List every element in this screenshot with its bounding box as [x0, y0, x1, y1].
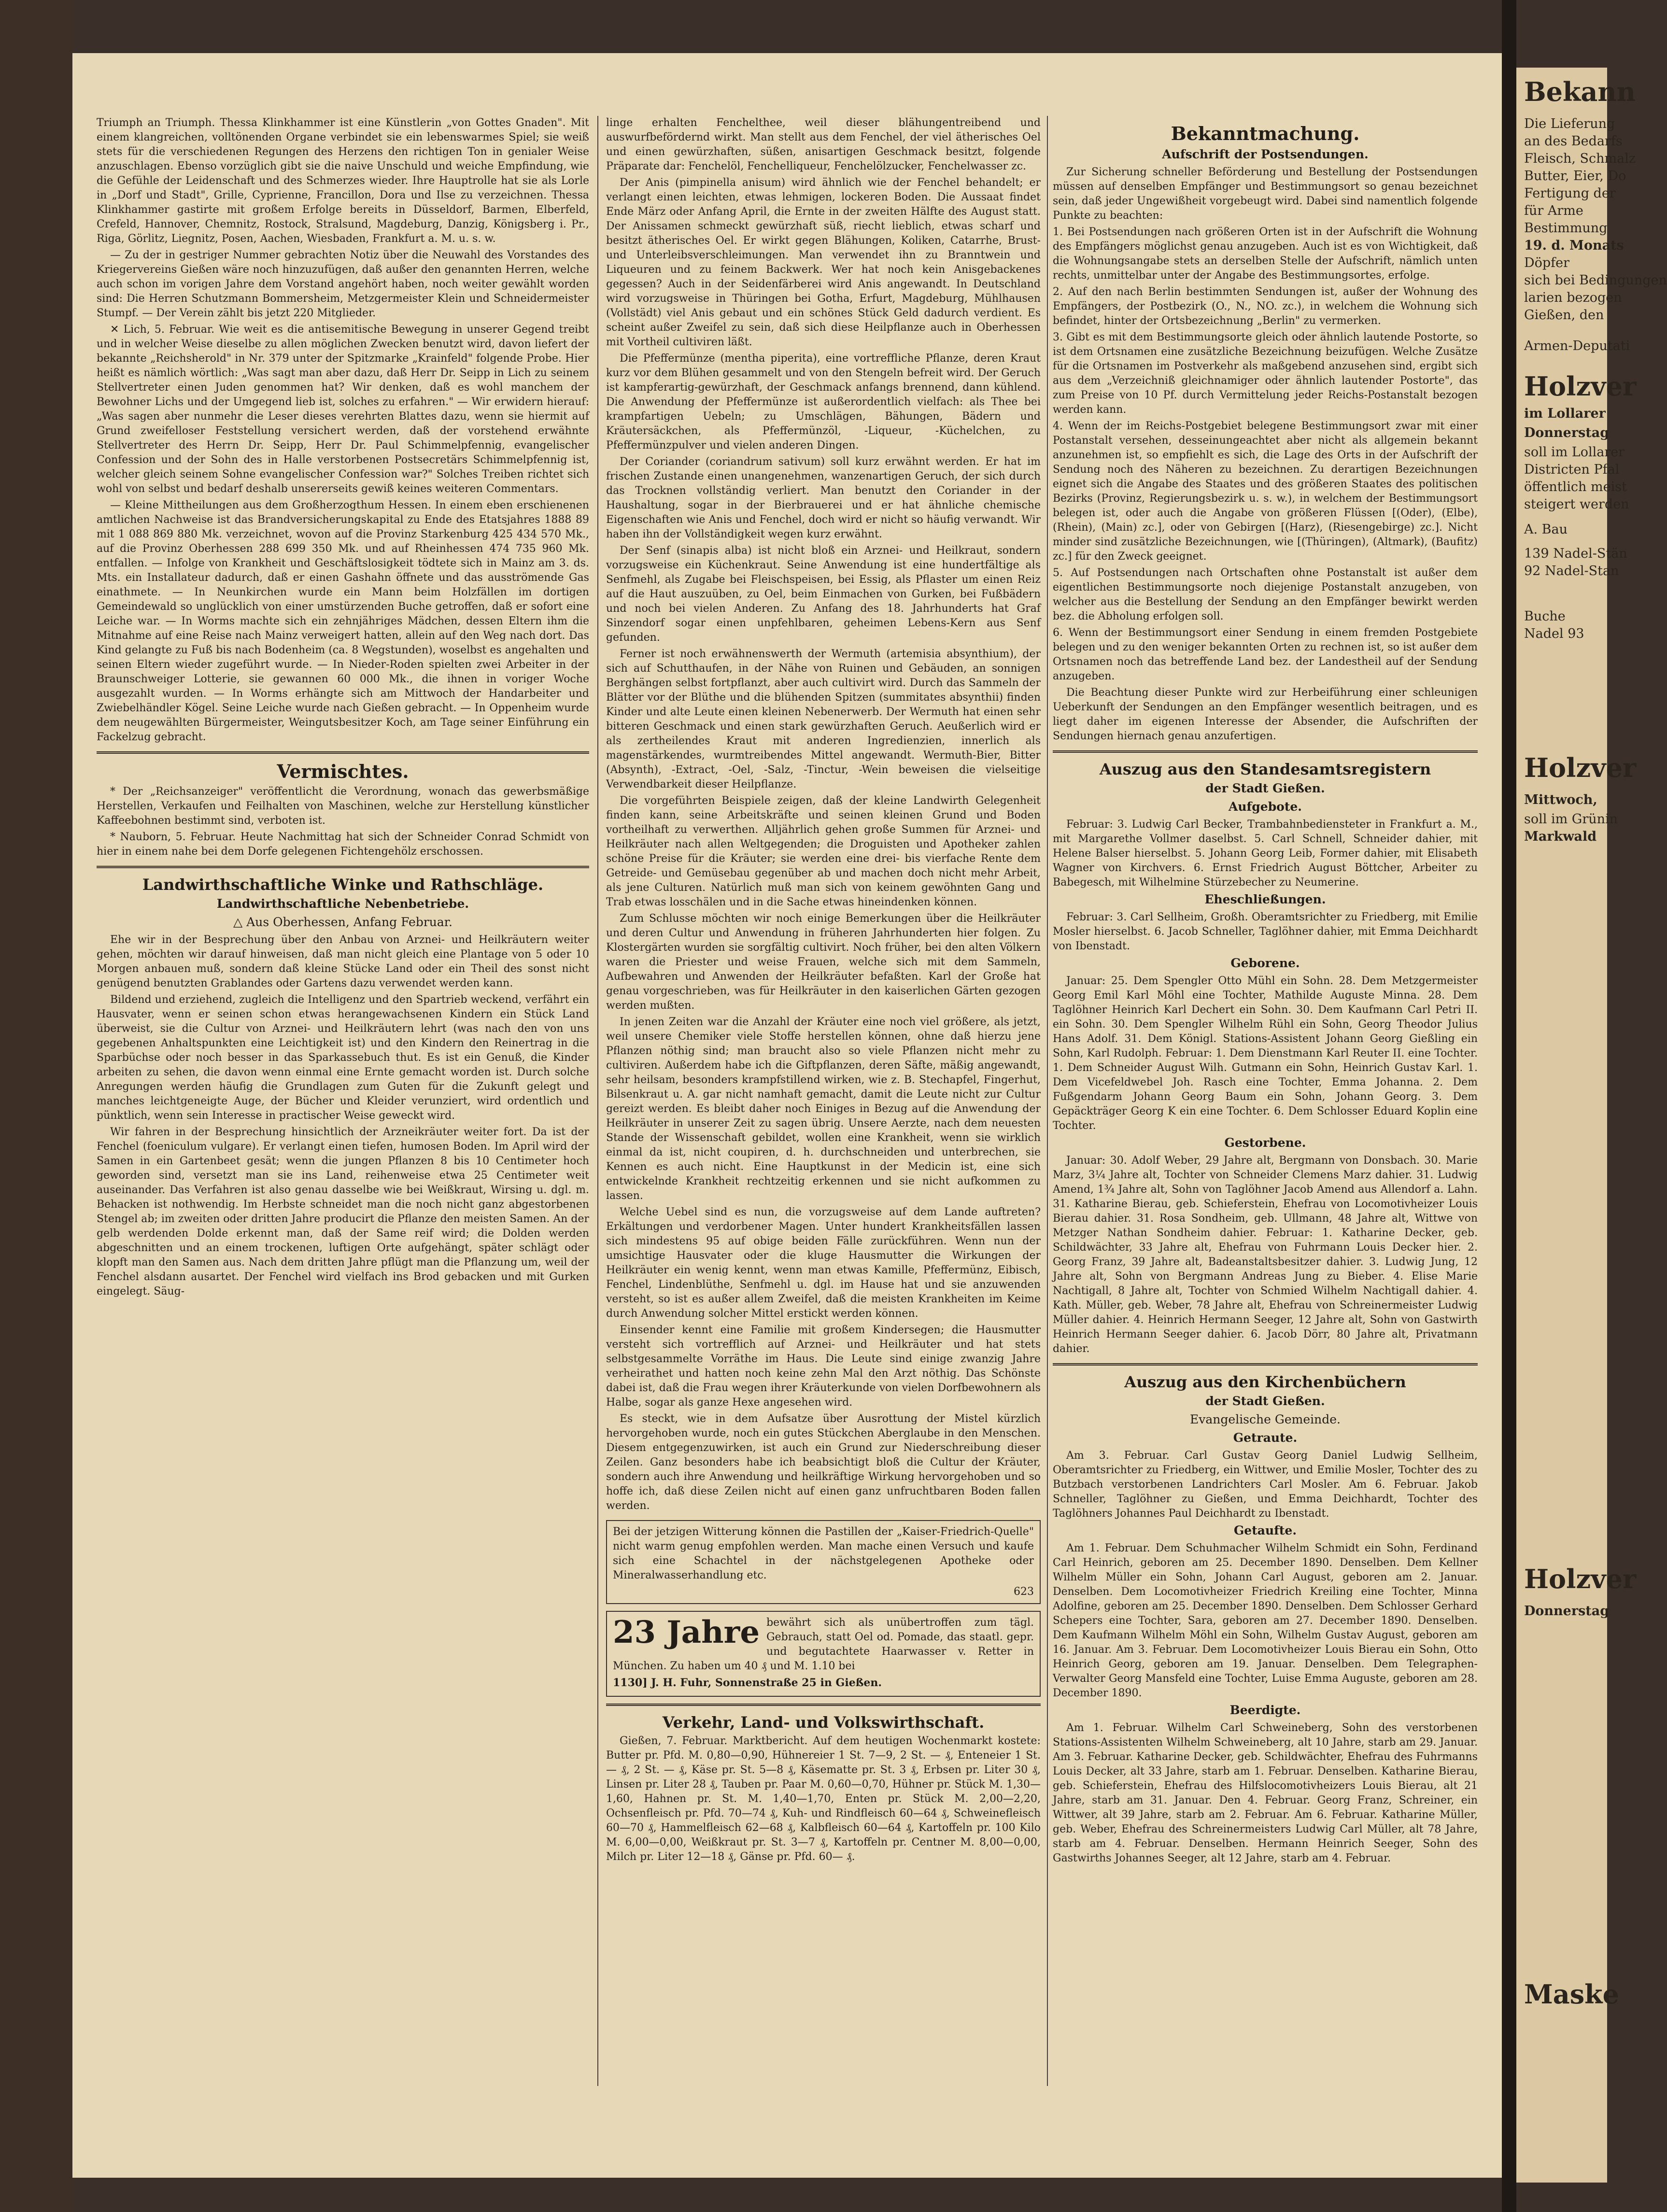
ad-headline: 23 Jahre [613, 1614, 760, 1650]
article-paragraph: Ferner ist noch erwähnenswerth der Wermuth (artemisia absynthium), der sich auf Schutthaufen, in der Nähe von Ruinen und Gebäuden, an sonnigen Berghängen selbst fortpflanzt, aber auch cultivirt wird. Durch das Sammeln der Blätter vor der Blüthe und die blühenden Spitzen (summitates absynthii) finden Kinder und alte Leute einen kleinen Nebenerwerb. Der Wermuth hat einen sehr bitteren Geschmack und einen stark gewürzhaften Geruch. Aeußerlich wird er als zertheilendes Kraut mit anderen Ingredienzien, innerlich als magenstärkendes, wurmtreibendes Mittel angewandt. Wermuth-Bier, Bitter (Absynth), -Extract, -Oel, -Salz, -Tinctur, -Wein beweisen die vielseitige Verwendbarkeit dieser Heilpflanze. [606, 648, 1041, 790]
article-paragraph: Triumph an Triumph. Thessa Klinkhammer ist eine Künstlerin „von Gottes Gnaden". Mit einem klangreichen, volltönenden Organe verbindet sie ein lebenswarmes Spiel; sie weiß stets für die verschiedenen Regungen des Herzens den richtigen Ton in genialer Weise anzuschlagen. Ebenso vorzüglich gibt sie die naive Unschuld und weiche Empfindung, wie die Gefühle der Leidenschaft und des Schmerzes wieder. Ihre Hauptrolle hat sie als Lorle in „Dorf und Stadt", Grille, Cyprienne, Francillon, Dora und Ilse zu verzeichnen. Thessa Klinkhammer gastirte mit großem Erfolge bereits in Düsseldorf, Barmen, Elberfeld, Crefeld, Hannover, Chemnitz, Rostock, Stralsund, Magdeburg, Danzig, Königsberg i. Pr., Riga, Görlitz, Liegnitz, Posen, Aachen, Wiesbaden, Frankfurt a. M. u. s. w. [97, 117, 589, 245]
section-subtitle: der Stadt Gießen. [1205, 781, 1325, 795]
notice-item: 5. Auf Postsendungen nach Ortschaften ohne Postanstalt ist außer dem eigentlichen Bestimmungsorte noch diejenige Postanstalt anzugeben, von welcher aus die Bestellung der Sendung an den Empfänger bewirkt werden bez. die Abholung erfolgen soll. [1053, 567, 1478, 622]
adjacent-text: Donnerstag [1524, 425, 1610, 440]
article-paragraph: Der Anis (pimpinella anisum) wird ähnlich wie der Fenchel behandelt; er verlangt einen leichten, etwas lehmigen, lockeren Boden. Die Aussaat findet Ende März oder Anfang April, die Ernte in der zweiten Hälfte des August statt. Der Anissamen schmeckt gewürzhaft süß, riecht lieblich, etwas scharf und besitzt ätherisches Oel. Er wirkt gegen Blähungen, Koliken, Catarrhe, Brust- und Unterleibsverschleimungen. Man verwendet ihn zu Branntwein und Liqueuren und zu feinem Backwerk. Wer hat noch kein Anisgebackenes gegessen? Auch in der Seidenfärberei wird Anis angewandt. In Deutschland wird vorzugsweise in Thüringen bei Gotha, Erfurt, Magdeburg, Mühlhausen (Vollstädt) viel Anis gebaut und ein schönes Stück Geld dadurch verdient. Es scheint außer Zweifel zu sein, daß sich diese Heilpflanze auch in Oberhessen mit Vortheil cultiviren läßt. [606, 177, 1041, 348]
adjacent-text: Fleisch, Schmalz [1524, 151, 1636, 166]
adjacent-text: Nadel 93 [1524, 626, 1584, 641]
notice-item: 6. Wenn der Bestimmungsort einer Sendung in einem fremden Postgebiete belegen und zu den weniger bekannten Orten zu rechnen ist, so ist außer dem Ortsnamen noch das betreffende Land bez. der Landestheil auf der Sendung anzugeben. [1053, 627, 1478, 682]
register-entries: Am 3. Februar. Carl Gustav Georg Daniel Ludwig Sellheim, Oberamtsrichter zu Friedberg, ein Wittwer, und Emilie Mosler, Tochter des zu Butzbach verstorbenen Landrichters Carl Mosler. Am 6. Februar. Jakob Schneller, Taglöhner zu Gießen, und Emma Deichhardt, Tochter des Taglöhners Johannes Paul Deichhardt zu Ibenstadt. [1053, 1450, 1478, 1520]
adjacent-text: larien bezogen [1524, 290, 1622, 305]
register-entries: Januar: 30. Adolf Weber, 29 Jahre alt, Bergmann von Donsbach. 30. Marie Marz, 3¼ Jahre alt, Tochter von Schneider Clemens Marz dahier. 31. Ludwig Amend, 1¾ Jahre alt, Sohn von Taglöhner Jacob Amend aus Allendorf a. Lahn. 31. Katharine Bierau, geb. Schieferstein, Ehefrau von Locomotivheizer Louis Bierau dahier. 31. Rosa Sondheim, geb. Ullmann, 48 Jahre alt, Wittwe von Metzger Nathan Sondheim dahier. Februar: 1. Katharine Decker, geb. Schildwächter, 33 Jahre alt, Ehefrau von Fuhrmann Louis Decker hier. 2. Georg Franz, 39 Jahre alt, Badeanstaltsbesitzer dahier. 3. Ludwig Jung, 12 Jahre alt, Sohn von Bergmann Andreas Jung zu Bieber. 4. Elise Marie Nachtigall, 8 Jahre alt, Tochter von Schmied Wilhelm Nachtigall dahier. 4. Kath. Müller, geb. Weber, 78 Jahre alt, Ehefrau von Schreinermeister Ludwig Müller dahier. 4. Heinrich Hermann Seeger, 12 Jahre alt, Sohn von Gastwirth Heinrich Hermann Seeger dahier. 6. Jacob Dörr, 80 Jahre alt, Privatmann dahier. [1053, 1155, 1478, 1355]
subsection-title: Eheschließungen. [1204, 892, 1326, 906]
adjacent-text: Holzver [1524, 371, 1637, 402]
article-paragraph: Einsender kennt eine Familie mit großem Kindersegen; die Hausmutter versteht sich vortrefflich auf Arznei- und Heilkräuter und hat stets selbstgesammelte Vorräthe im Haus. Die Leute sind einige zwanzig Jahre verheirathet und hatten noch keine zehn Mal den Arzt nöthig. Das Schönste dabei ist, daß die Frau wegen ihrer Kräuterkunde von vielen Dorfbewohnern als Halbe, sogar als ganze Hexe angesehen wird. [606, 1324, 1041, 1409]
adjacent-text: 19. d. Monats [1524, 238, 1624, 253]
section-divider [1053, 1363, 1478, 1366]
article-paragraph: linge erhalten Fenchelthee, weil dieser blähungentreibend und auswurfbefördernd wirkt. Man stellt aus dem Fenchel, der viel ätherisches Oel und einen gewürzhaften, süßen, anisartigen Geschmack besitzt, folgende Präparate dar: Fenchelöl, Fenchelliqueur, Fenchelölzucker, Fenchelwasser zc. [606, 117, 1041, 172]
register-entries: Februar: 3. Carl Sellheim, Großh. Oberamtsrichter zu Friedberg, mit Emilie Mosler hierselbst. 6. Jacob Schneller, Taglöhner dahier, mit Emma Deichhardt von Ibenstadt. [1053, 911, 1478, 952]
adjacent-text: 139 Nadel-Stän [1524, 546, 1627, 561]
register-entries: Am 1. Februar. Wilhelm Carl Schweineberg, Sohn des verstorbenen Stations-Assistenten Wilhelm Schweineberg, alt 10 Jahre, starb am 29. Januar. Am 3. Februar. Katharine Decker, geb. Schildwächter, Ehefrau des Fuhrmanns Louis Decker, alt 33 Jahre, starb am 1. Februar. Denselben. Katharine Bierau, geb. Schieferstein, Ehefrau des Hilfslocomotivheizers Louis Bierau, alt 21 Jahre, starb am 31. Januar. Den 4. Februar. Georg Franz, Schreiner, ein Wittwer, alt 39 Jahre, starb am 2. Februar. Am 6. Februar. Katharine Müller, geb. Weber, Ehefrau des Schreinermeisters Ludwig Carl Müller, alt 78 Jahre, starb am 4. Februar. Denselben. Hermann Heinrich Seeger, Sohn des Gastwirths Johannes Seeger, alt 12 Jahre, starb am 4. Februar. [1053, 1722, 1478, 1864]
adjacent-text: sich bei Bedingungen [1524, 273, 1667, 288]
adjacent-text: an des Bedarfs [1524, 134, 1623, 149]
subsection-title: Getraute. [1233, 1431, 1298, 1445]
adjacent-text: steigert werden [1524, 497, 1629, 512]
adjacent-text: soll im Grünin [1524, 812, 1618, 827]
register-entries: Februar: 3. Ludwig Carl Becker, Trambahnbediensteter in Frankfurt a. M., mit Margarethe Vollmer daselbst. 5. Carl Schnell, Schneider dahier, mit Helene Balser hierselbst. 5. Johann Georg Leib, Former dahier, mit Elisabeth Wagner von Kirchvers. 6. Ernst Friedrich August Böttcher, Arbeiter zu Babegesch, mit Wilhelmine Stürzebecher zu Neumerine. [1053, 818, 1478, 888]
notice-item: 2. Auf den nach Berlin bestimmten Sendungen ist, außer der Wohnung des Empfängers, der Postbezirk (O., N., NO. zc.), in welchem die Wohnung sich befindet, hinter der Ortsbezeichnung „Berlin" zu vermerken. [1053, 286, 1478, 327]
scan-background [0, 0, 72, 2212]
section-title-kirchenbuecher: Auszug aus den Kirchenbüchern [1124, 1373, 1406, 1391]
section-subtitle: der Stadt Gießen. [1205, 1394, 1325, 1408]
notice-item: 1. Bei Postsendungen nach größeren Orten ist in der Aufschrift die Wohnung des Empfängers möglichst genau anzugeben. Auch ist es von Wichtigkeit, daß die Wohnungsangabe stets an derselben Stelle der Aufschrift, nämlich unten rechts, unmittelbar unter der Angabe des Bestimmungsortes, erfolge. [1053, 226, 1478, 282]
register-entries: Am 1. Februar. Dem Schuhmacher Wilhelm Schmidt ein Sohn, Ferdinand Carl Heinrich, geboren am 25. December 1890. Denselben. Dem Kellner Wilhelm Müller ein Sohn, Johann Carl August, geboren am 2. Januar. Denselben. Dem Locomotivheizer Friedrich Kreiling eine Tochter, Minna Adolfine, geboren am 25. December 1890. Denselben. Dem Schlosser Gerhard Schepers eine Tochter, Sara, geboren am 27. December 1890. Denselben. Dem Kaufmann Wilhelm Möhl ein Sohn, Wilhelm Gustav August, geboren am 16. Januar. Am 3. Februar. Dem Locomotivheizer Louis Bierau ein Sohn, Otto Heinrich Georg, geboren am 19. Januar. Denselben. Dem Telegraphen-Verwalter Georg Mansfeld eine Tochter, Luise Emma Auguste, geboren am 28. December 1890. [1053, 1542, 1478, 1699]
section-title-standesamt: Auszug aus den Standesamtsregistern [1099, 760, 1431, 778]
adjacent-text: Die Lieferung [1524, 116, 1615, 131]
column-rule [1047, 116, 1048, 2086]
subsection-title: Geborene. [1230, 956, 1300, 970]
notice-item: 4. Wenn der im Reichs-Postgebiet belegene Bestimmungsort zwar mit einer Postanstalt versehen, desseinungeachtet aber nicht als allgemein bekannt anzunehmen ist, so empfiehlt es sich, die Lage des Orts in der Aufschrift der Sendung noch des Näheren zu bezeichnen. Zu derartigen Bezeichnungen eignet sich die Angabe des Staates und des größeren Staates des politischen Bezirks (Provinz, Regierungsbezirk u. s. w.), in welchem der Bestimmungsort belegen ist, oder auch die Angabe von größeren Flüssen [(Oder), (Elbe), (Rhein), (Main) zc.], oder von Gebirgen [(Harz), (Riesengebirge) zc.]. Nicht minder sind zusätzliche Bezeichnungen, wie [(Thüringen), (Altmark), (Baufitz) zc.] für den Zweck geeignet. [1053, 420, 1478, 563]
advertisement-haarwasser [606, 1611, 1041, 1697]
column-1 [97, 116, 589, 2086]
ad-code: 623 [1014, 1586, 1034, 1598]
adjacent-text: im Lollarer [1524, 406, 1606, 421]
article-paragraph: In jenen Zeiten war die Anzahl der Kräuter eine noch viel größere, als jetzt, weil unsere Chemiker viele Stoffe herstellen können, ohne daß hierzu jene Pflanzen nöthig sind; man braucht also so viele Pflanzen nicht mehr zu cultiviren. Außerdem habe ich die Giftpflanzen, deren Säfte, mäßig angewandt, sehr heilsam, besonders krampfstillend wirken, wie z. B. Stechapfel, Fingerhut, Bilsenkraut u. A. gar nicht namhaft gemacht, damit die Leute nicht zur Cultur gereizt werden. Es bleibt daher noch Einiges in Bezug auf die Anwendung der Heilkräuter in unserer Zeit zu sagen übrig. Unsere Aerzte, nach dem neuesten Stande der Wissenschaft gebildet, wollen eine Krankheit, wenn sie wirklich einmal da ist, nicht coupiren, d. h. durchschneiden und unterbrechen, sie Kennen es auch nicht. Eine Hauptkunst in der Medicin ist, eine sich entwickelnde Krankheit rechtzeitig erkennen und sie nicht aufkommen zu lassen. [606, 1016, 1041, 1202]
section-title-verkehr: Verkehr, Land- und Volkswirthschaft. [662, 1713, 985, 1732]
adjacent-text: Markwald [1524, 829, 1597, 844]
notice-item: 3. Gibt es mit dem Bestimmungsorte gleich oder ähnlich lautende Postorte, so ist dem Ortsnamen eine zusätzliche Bezeichnung beizufügen. Welche Zusätze für die Ortsnamen im Postverkehr als maßgebend anzusehen sind, ergibt sich aus dem „Verzeichniß gleichnamiger oder ähnlich lautender Postorte", das zum Preise von 10 Pf. durch Vermittelung jeder Reichs-Postanstalt bezogen werden kann. [1053, 331, 1478, 416]
adjacent-text: öffentlich meist [1524, 479, 1627, 494]
notice-outro: Die Beachtung dieser Punkte wird zur Herbeiführung einer schleunigen Ueberkunft der Sendungen an den Empfänger wesentlich beitragen, und es liegt daher im eigenen Interesse der Absender, die Aufschriften der Sendungen hiernach genau anzufertigen. [1053, 687, 1478, 742]
adjacent-text: soll im Lollarer [1524, 445, 1625, 460]
article-paragraph: Die Pfeffermünze (mentha piperita), eine vortreffliche Pflanze, deren Kraut kurz vor dem Blühen gesammelt und von den Stengeln befreit wird. Der Geruch ist kampferartig-gewürzhaft, der Geschmack anfangs brennend, dann kühlend. Die Anwendung der Pfeffermünze ist außerordentlich vielfach: als Thee bei krampfartigen Uebeln; zu Umschlägen, Bähungen, Bädern und Kräutersäckchen, als Pfeffermünzöl, -Liqueur, -Küchelchen, zu Pfeffermünzpulver und vielen anderen Dingen. [606, 352, 1041, 451]
article-paragraph: Ehe wir in der Besprechung über den Anbau von Arznei- und Heilkräutern weiter gehen, möchten wir darauf hinweisen, daß man nicht gleich eine Plantage von 5 oder 10 Morgen anbauen muß, sondern daß kleine Stücke Land oder ein Theil des sonst nicht genügend benutzten Grablandes oder Gartens dazu verwendet werden kann. [97, 934, 589, 989]
ad-text: bewährt sich als unübertroffen zum tägl. Gebrauch, statt Oel od. Pomade, das staatl. gepr. und begutachtete Haarwasser v. Retter in München. Zu haben um 40 ₰ und M. 1.10 bei [613, 1617, 1034, 1672]
ad-seller: 1130] J. H. Fuhr, Sonnenstraße 25 in Gießen. [613, 1677, 882, 1689]
market-report: Gießen, 7. Februar. Marktbericht. Auf dem heutigen Wochenmarkt kostete: Butter pr. Pfd. M. 0,80—0,90, Hühnereier 1 St. 7—9, 2 St. — ₰, Enteneier 1 St. — ₰, 2 St. — ₰, Käse pr. St. 5—8 ₰, Käsematte pr. St. 3 ₰, Erbsen pr. Liter 30 ₰, Linsen pr. Liter 28 ₰, Tauben pr. Paar M. 0,60—0,70, Hühner pr. Stück M. 1,30—1,60, Hahnen pr. St. M. 1,40—1,70, Enten pr. Stück M. 2,00—2,20, Ochsenfleisch pr. Pfd. 70—74 ₰, Kuh- und Rindfleisch 60—64 ₰, Schweinefleisch 60—70 ₰, Hammelfleisch 62—68 ₰, Kalbfleisch 60—64 ₰, Kartoffeln pr. 100 Kilo M. 6,00—0,00, Weißkraut pr. St. 3—7 ₰, Kartoffeln pr. Centner M. 8,00—0,00, Milch pr. Liter 12—18 ₰, Gänse pr. Pfd. 60— ₰. [606, 1735, 1041, 1863]
article-paragraph: — Zu der in gestriger Nummer gebrachten Notiz über die Neuwahl des Vorstandes des Kriegervereins Gießen wäre noch hinzuzufügen, daß außer den genannten Herren, welche auch schon im vorigen Jahre dem Vorstand angehört haben, noch weiter gewählt worden sind: Die Herren Schutzmann Bommersheim, Metzgermeister Klein und Schneidermeister Stumpf. — Der Verein zählt bis jetzt 220 Mitglieder. [97, 249, 589, 319]
adjacent-text: Holzver [1524, 752, 1637, 783]
article-paragraph: * Der „Reichsanzeiger" veröffentlicht die Verordnung, wonach das gewerbsmäßige Herstellen, Verkaufen und Feilhalten von Maschinen, welche zur Herstellung künstlicher Kaffeebohnen bestimmt sind, verboten ist. [97, 786, 589, 827]
article-paragraph: Bildend und erziehend, zugleich die Intelligenz und den Spartrieb weckend, verfährt ein Hausvater, wenn er seinen schon etwas herangewachsenen Kindern ein Stück Land überweist, sie die Cultur von Arznei- und Heilkräutern lehrt (was nach den von uns gegebenen Anhaltspunkten eine Leichtigkeit ist) und den Kindern den Reinertrag in die Sparbüchse oder noch besser in das Sparkassebuch thut. Es ist ein Genuß, die Kinder arbeiten zu sehen, die davon wenn einmal eine Ernte gemacht worden ist. Durch solche Anregungen werden häufig die Grundlagen zum Guten für die Zukunft gelegt und manches leichtgeneigte Auge, der Bücher und Kleider verunziert, wird ordentlich und pünktlich, wenn sein Interesse in practischer Weise geweckt wird. [97, 994, 589, 1122]
adjacent-text: Döpfer [1524, 255, 1570, 270]
adjacent-text: Donnerstag [1524, 1604, 1610, 1619]
section-divider [606, 1704, 1041, 1706]
section-divider [97, 751, 589, 754]
subsection-title: Beerdigte. [1229, 1703, 1301, 1717]
adjacent-text: Bestimmung [1524, 221, 1608, 236]
article-paragraph: ✕ Lich, 5. Februar. Wie weit es die antisemitische Bewegung in unserer Gegend treibt und in welcher Weise dieselbe zu allen möglichen Zwecken benutzt wird, davon liefert der bekannte „Reichsherold" in Nr. 379 unter der Spitzmarke „Krainfeld" folgende Probe. Hier heißt es nämlich wörtlich: „Was sagt man aber dazu, daß Herr Dr. Seipp in Lich zu seinem Stellvertreter einen Juden genommen hat? Wir denken, daß es wohl manchem der Bewohner Lichs und der Umgegend lieb ist, solches zu erfahren." — Wir erwidern hierauf: „Was sagen aber nunmehr die Leser dieses verehrten Blattes dazu, wenn sie hiermit auf Grund zweifelloser Feststellung versichert werden, daß der vorstehend erwähnte Stellvertreter des Herrn Dr. Seipp, Herr Dr. Paul Schimmelpfennig, evangelischer Confession und der Sohn des in Halle verstorbenen Postsecretärs Schimmelpfennig ist, welcher gleich seinem Sohne evangelischer Confession war?" Solches Treiben richtet sich wohl von selbst und bedarf deshalb unsererseits gewiß keines weiteren Commentars. [97, 324, 589, 495]
adjacent-text: Buche [1524, 609, 1566, 624]
ad-text: Bei der jetzigen Witterung können die Pastillen der „Kaiser-Friedrich-Quelle" nicht warm genug empfohlen werden. Man mache einen Versuch und kaufe sich eine Schachtel in der nächstgelegenen Apotheke oder Mineralwasserhandlung etc. [613, 1526, 1034, 1581]
article-paragraph: Die vorgeführten Beispiele zeigen, daß der kleine Landwirth Gelegenheit finden kann, seine Arbeitskräfte und seinen kleinen Grund und Boden vortheilhaft zu verwerthen. Alljährlich gehen große Summen für Arznei- und Heilkräuter nach allen Weltgegenden; die Droguisten und Apotheker zahlen schöne Preise für die Kräuter; sie werden eine drei- bis vierfache Rente dem Getreide- und Gemüsebau gegenüber ab und machen doch nicht mehr Arbeit, als jene Culturen. Natürlich muß man sich von keinem gewöhnten Gang und Trab etwas losschälen und in die Sache etwas hineindenken können. [606, 795, 1041, 908]
section-subtitle: Aufschrift der Postsendungen. [1162, 147, 1369, 161]
subsection-title: Getaufte. [1233, 1523, 1297, 1537]
article-paragraph: Der Senf (sinapis alba) ist nicht bloß ein Arznei- und Heilkraut, sondern vorzugsweise ein Küchenkraut. Seine Anwendung ist eine hundertfältige als Senfmehl, als Zugabe bei Fleischspeisen, bei Essig, als Pflaster um einen Reiz auf die Haut auszuüben, zu Oel, beim Einmachen von Gurken, bei Fußbädern und noch bei vielen Anderen. Zu Anfang des 18. Jahrhunderts hat Graf Sinzendorf sogar einen unpfehlbaren, geheimen Lebens-Kern aus Senf gefunden. [606, 545, 1041, 644]
section-divider [97, 866, 589, 868]
book-binding [1502, 0, 1516, 2212]
adjacent-text: Holzver [1524, 1564, 1637, 1594]
adjacent-text: Gießen, den [1524, 308, 1604, 323]
adjacent-text: Mittwoch, [1524, 792, 1597, 807]
adjacent-text: für Arme [1524, 203, 1583, 218]
article-paragraph: Der Coriander (coriandrum sativum) soll kurz erwähnt werden. Er hat im frischen Zustande einen unangenehmen, wanzenartigen Geruch, der sich durch das Trocknen vollständig verliert. Man benutzt den Coriander in der Haushaltung, sogar in der Bierbrauerei und er hat ähnliche chemische Eigenschaften wie Anis und Fenchel, doch wird er nicht so häufig verwandt. Wir haben ihn der Vollständigkeit wegen kurz erwähnt. [606, 456, 1041, 540]
subsection-title: Aufgebote. [1228, 800, 1302, 814]
adjacent-text: 92 Nadel-Stan [1524, 564, 1619, 578]
section-subtitle: Landwirthschaftliche Nebenbetriebe. [216, 897, 469, 911]
adjacent-text: Districten Pfal [1524, 462, 1620, 477]
article-paragraph: — Kleine Mittheilungen aus dem Großherzogthum Hessen. In einem eben erschienenen amtlichen Nachweise ist das Brandversicherungskapital zu Ende des Etatsjahres 1888 89 mit 1 088 869 880 Mk. verzeichnet, wovon auf die Provinz Starkenburg 425 434 570 Mk., auf die Provinz Oberhessen 288 699 350 Mk. und auf Rheinhessen 474 735 960 Mk. entfallen. — Infolge von Krankheit und Geschäftslosigkeit tödtete sich in Mainz am 3. ds. Mts. ein Installateur dadurch, daß er einen Gashahn öffnete und das ausströmende Gas einathmete. — In Neunkirchen wurde ein Mann beim Holzfällen im dortigen Gemeindewald so unglücklich von einer umstürzenden Buche getroffen, daß er sofort eine Leiche war. — In Worms machte sich ein zehnjähriges Mädchen, dessen Eltern ihm die Mitnahme auf eine Reise nach Mainz verweigert hatten, allein auf den Weg nach dort. Das Kind gelangte zu Fuß bis nach Bodenheim (ca. 8 Wegstunden), woselbst es angehalten und seinen Eltern wieder zugeführt wurde. — In Nieder-Roden spielten zwei Arbeiter in der Braunschweiger Lotterie, sie gewannen 60 000 Mk., die ihnen in voriger Woche ausgezahlt wurden. — In Worms erhängte sich am Mittwoch der Handarbeiter und Zwiebelhändler Kögel. Seine Leiche wurde nach Gießen gebracht. — In Oppenheim wurde dem neugewählten Bürgermeister, Weingutsbesitzer Koch, am Tage seiner Einführung ein Fackelzug gebracht. [97, 499, 589, 743]
advertisement-pastillen [606, 1520, 1041, 1604]
dateline: △ Aus Oberhessen, Anfang Februar. [233, 915, 452, 929]
article-paragraph: Zum Schlusse möchten wir noch einige Bemerkungen über die Heilkräuter und deren Cultur und Anwendung in früheren Jahrhunderten hier folgen. Zu Klostergärten wurden sie sorgfältig cultivirt. Noch früher, bei den alten Völkern waren die Priester und weise Frauen, welche sich mit dem Sammeln, Aufbewahren und Anwenden der Heilkräuter befaßten. Karl der Große hat genau vorgeschrieben, was für Heilkräuter in den kaiserlichen Gärten gezogen werden mußten. [606, 913, 1041, 1012]
column-2 [606, 116, 1041, 2086]
section-title-vermischtes: Vermischtes. [277, 761, 409, 782]
adjacent-text: Maske [1524, 1979, 1619, 2010]
subsection-title: Gestorbene. [1224, 1136, 1306, 1150]
adjacent-text: A. Bau [1524, 522, 1568, 537]
adjacent-text: Armen-Deputati [1524, 338, 1630, 353]
adjacent-page [1516, 68, 1667, 2183]
section-title-landwirthschaft: Landwirthschaftliche Winke und Rathschläge. [142, 875, 544, 894]
article-paragraph: * Nauborn, 5. Februar. Heute Nachmittag hat sich der Schneider Conrad Schmidt von hier in einem nahe bei dem Dorfe gelegenen Fichtengehölz erschossen. [97, 831, 589, 858]
section-divider [1053, 750, 1478, 753]
adjacent-text: Bekann [1524, 76, 1636, 107]
article-paragraph: Es steckt, wie in dem Aufsatze über Ausrottung der Mistel kürzlich hervorgehoben wurde, noch ein gutes Stückchen Aberglaube in den Menschen. Diesem entgegenzuwirken, ist auch ein Grund zur Niederschreibung dieser Zeilen. Ganz besonders habe ich beabsichtigt bloß die Cultur der Kräuter, sondern auch ihre Anwendung und heilkräftige Wirkung hervorgehoben und so hoffe ich, daß diese Zeilen nicht auf einen ganz unfruchtbaren Boden fallen werden. [606, 1413, 1041, 1512]
article-paragraph: Welche Uebel sind es nun, die vorzugsweise auf dem Lande auftreten? Erkältungen und verdorbener Magen. Unter hundert Krankheitsfällen lassen sich mindestens 95 auf obige beiden Fälle zurückführen. Wenn nun der umsichtige Hausvater oder die kluge Hausmutter die Wirkungen der Heilkräuter ein wenig kennt, wenn man etwas Kamille, Pfeffermünz, Eibisch, Fenchel, Lindenblüthe, Senfmehl u. dgl. im Hause hat und sie anzuwenden versteht, so ist es außer allem Zweifel, daß die meisten Krankheiten im Keime durch Anwendung solcher Mittel erstickt werden können. [606, 1206, 1041, 1320]
register-entries: Januar: 25. Dem Spengler Otto Mühl ein Sohn. 28. Dem Metzgermeister Georg Emil Karl Möhl eine Tochter, Mathilde Auguste Minna. 28. Dem Taglöhner Heinrich Karl Dechert ein Sohn. 30. Dem Kaufmann Carl Petri II. ein Sohn. 30. Dem Spengler Wilhelm Rühl ein Sohn, Georg Theodor Julius Hans Adolf. 31. Dem Königl. Stations-Assistent Johann Georg Gießling ein Sohn, Karl Rudolph. Februar: 1. Dem Dienstmann Karl Reuter II. eine Tochter. 1. Dem Schneider August Wilh. Gutmann ein Sohn, Heinrich Gustav Karl. 1. Dem Vicefeldwebel Joh. Rasch eine Tochter, Emma Johanna. 2. Dem Fußgendarm Johann Georg Baum ein Sohn, Johann Georg. 3. Dem Gepäckträger Georg K ein eine Tochter. 6. Dem Schlosser Eduard Koplin eine Tochter. [1053, 975, 1478, 1132]
article-paragraph: Wir fahren in der Besprechung hinsichtlich der Arzneikräuter weiter fort. Da ist der Fenchel (foeniculum vulgare). Er verlangt einen tiefen, humosen Boden. Im April wird der Samen in ein Gartenbeet gesät; wenn die jungen Pflanzen 8 bis 10 Centimeter hoch geworden sind, versetzt man sie ins Land, reihenweise etwa 25 Centimeter weit auseinander. Das Verfahren ist also genau dasselbe wie bei Weißkraut, Wirsing u. dgl. m. Behacken ist nothwendig. Im Herbste schneidet man die noch nicht ganz abgestorbenen Stengel ab; im zweiten oder dritten Jahre producirt die Pflanze den meisten Samen. An der gelb werdenden Dolde erkennt man, daß der Same reif wird; die Dolden werden abgeschnitten und an einem trockenen, luftigen Orte aufgehängt, später schlägt oder klopft man den Samen aus. Nach dem dritten Jahre pflügt man die Pflanzung um, weil der Fenchel alsdann ausartet. Der Fenchel wird vielfach ins Brod gebacken und mit Gurken eingelegt. Säug- [97, 1126, 589, 1297]
column-3 [1053, 116, 1478, 2086]
congregation-label: Evangelische Gemeinde. [1190, 1412, 1341, 1426]
adjacent-text: Butter, Eier, Do [1524, 169, 1626, 183]
adjacent-text: Fertigung der [1524, 186, 1616, 201]
section-title-bekanntmachung: Bekanntmachung. [1171, 123, 1360, 144]
column-rule [597, 116, 598, 2086]
notice-intro: Zur Sicherung schneller Beförderung und Bestellung der Postsendungen müssen auf denselben Empfänger und Bestimmungsort so genau bezeichnet sein, daß jeder Ungewißheit vorgebeugt wird. Dabei sind namentlich folgende Punkte zu beachten: [1053, 166, 1478, 222]
